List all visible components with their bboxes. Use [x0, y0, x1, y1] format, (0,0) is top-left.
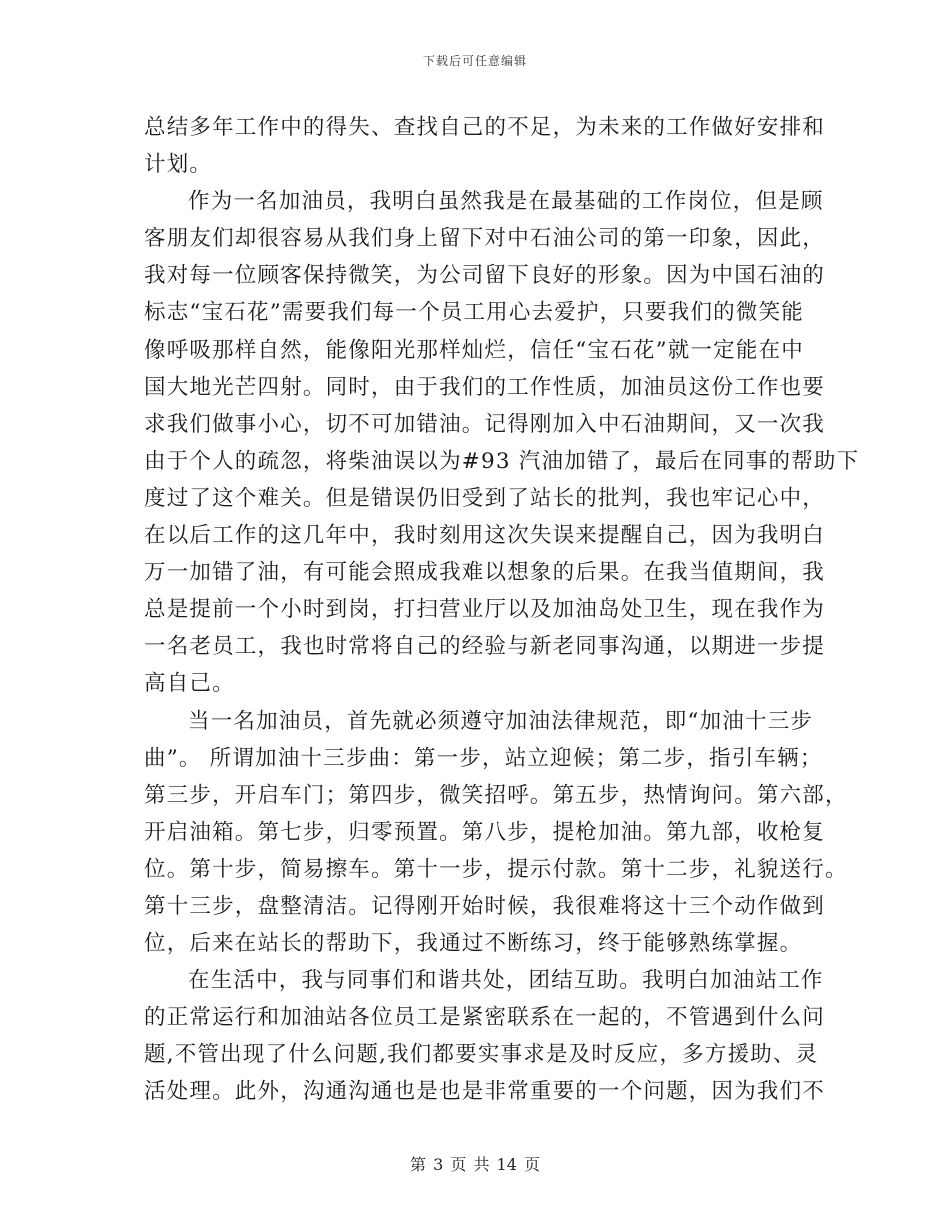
text-line: 位，后来在站长的帮助下，我通过不断练习，终于能够熟练掌握。 — [144, 931, 803, 957]
text-line: 总是提前一个小时到岗，打扫营业厅以及加油岛处卫生，现在我作为 — [144, 597, 826, 623]
page-header: 下载后可任意编辑 — [422, 54, 527, 68]
text-line: 标志“宝石花”需要我们每一个员工用心去爱护，只要我们的微笑能 — [144, 300, 804, 326]
text-line: 高自己。 — [144, 671, 235, 697]
text-line: 总结多年工作中的得失、查找自己的不足，为未来的工作做好安排和 — [144, 115, 826, 140]
text-line: 第三步，开启车门；第四步，微笑招呼。第五步，热情询问。第六部， — [144, 782, 848, 808]
text-line: 国大地光芒四射。同时，由于我们的工作性质，加油员这份工作也要 — [144, 374, 826, 400]
text-line: 我对每一位顾客保持微笑，为公司留下良好的形象。因为中国石油的 — [144, 263, 826, 289]
text-line: 题,不管出现了什么问题,我们都要实事求是及时反应，多方援助、灵 — [144, 1042, 819, 1068]
text-line: 位。第十步，简易擦车。第十一步，提示付款。第十二步，礼貌送行。 — [144, 856, 848, 882]
text-line: 的正常运行和加油站各位员工是紧密联系在一起的，不管遇到什么问 — [144, 1005, 826, 1031]
text-line: 像呼吸那样自然，能像阳光那样灿烂，信任“宝石花”就一定能在中 — [144, 337, 804, 363]
text-line: 万一加错了油，有可能会照成我难以想象的后果。在我当值期间，我 — [144, 560, 826, 586]
text-line: 客朋友们却很容易从我们身上留下对中石油公司的第一印象，因此， — [144, 226, 826, 252]
text-line: 由于个人的疏忽，将柴油误以为#93 汽油加错了，最后在同事的帮助下 — [144, 448, 860, 474]
text-line: 在以后工作的这几年中，我时刻用这次失误来提醒自己，因为我明白 — [144, 523, 826, 549]
text-line: 度过了这个难关。但是错误仍旧受到了站长的批判，我也牢记心中， — [144, 485, 826, 511]
text-line: 求我们做事小心，切不可加错油。记得刚加入中石油期间，又一次我 — [144, 411, 826, 437]
text-line: 活处理。此外，沟通沟通也是也是非常重要的一个问题，因为我们不 — [144, 1079, 826, 1105]
paragraph-first-line: 作为一名加油员，我明白虽然我是在最基础的工作岗位，但是顾 — [188, 189, 824, 215]
paragraph-first-line: 当一名加油员，首先就必须遵守加油法律规范，即“加油十三步 — [188, 708, 814, 734]
paragraph-first-line: 在生活中，我与同事们和谐共处，团结互助。我明白加油站工作 — [188, 968, 824, 994]
text-line: 计划。 — [144, 152, 213, 178]
text-line: 第十三步，盘整清洁。记得刚开始时候，我很难将这十三个动作做到 — [144, 893, 826, 919]
document-body — [144, 109, 860, 1111]
text-line: 开启油箱。第七步，归零预置。第八步，提枪加油。第九部，收枪复 — [144, 819, 826, 845]
text-line: 一名老员工，我也时常将自己的经验与新老同事沟通，以期进一步提 — [144, 634, 826, 660]
page-number-footer: 第 3 页 共 14 页 — [410, 1155, 540, 1174]
text-line: 曲”。 所谓加油十三步曲：第一步，站立迎候；第二步，指引车辆； — [144, 745, 823, 771]
